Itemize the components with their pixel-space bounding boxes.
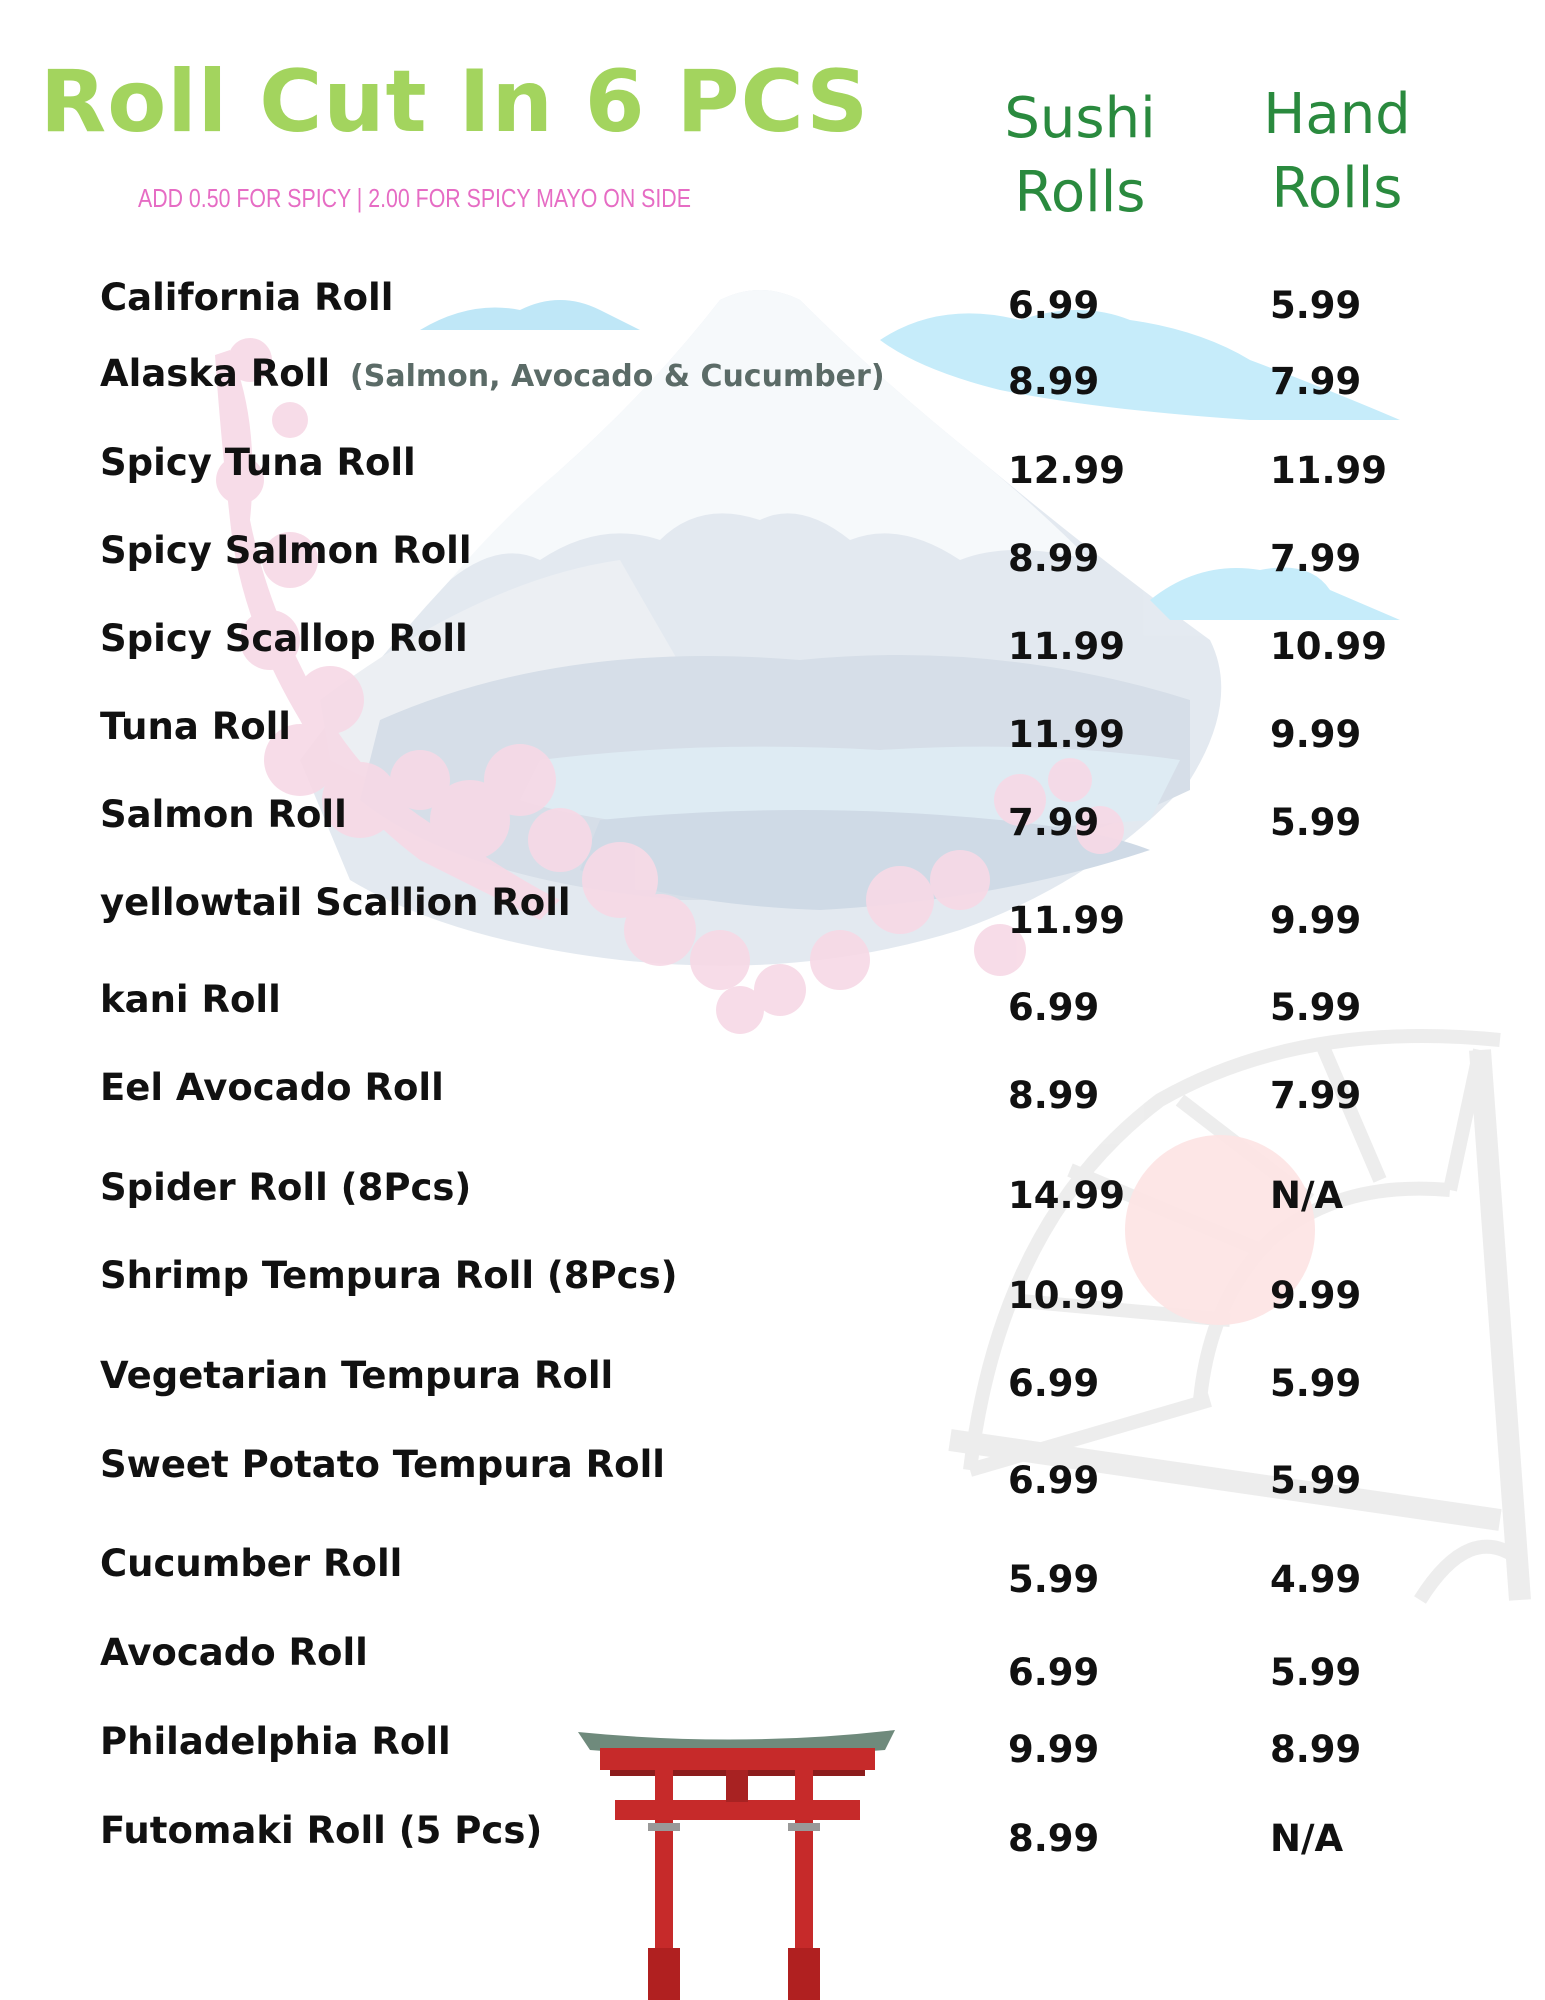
sushi-roll-price: 10.99 <box>1008 1274 1126 1317</box>
sushi-roll-price: 11.99 <box>1008 625 1126 668</box>
menu-row <box>0 1809 1545 1879</box>
menu-item-name <box>100 352 885 395</box>
hand-roll-price: 7.99 <box>1270 360 1362 403</box>
hand-roll-price: N/A <box>1270 1174 1344 1217</box>
hand-roll-price: 5.99 <box>1270 1459 1362 1502</box>
menu-item-name: Spicy Tuna Roll <box>100 441 416 484</box>
menu-item-name: Futomaki Roll (5 Pcs) <box>100 1809 543 1852</box>
menu-row <box>0 1720 1545 1790</box>
menu-row <box>0 1631 1545 1701</box>
hand-roll-price: 4.99 <box>1270 1558 1362 1601</box>
hand-roll-price: 10.99 <box>1270 625 1388 668</box>
hand-roll-price: 9.99 <box>1270 899 1362 942</box>
menu-item-name: kani Roll <box>100 978 281 1021</box>
hand-roll-price: 5.99 <box>1270 1362 1362 1405</box>
sushi-roll-price: 8.99 <box>1008 537 1100 580</box>
sushi-roll-price: 6.99 <box>1008 986 1100 1029</box>
sushi-roll-price: 7.99 <box>1008 801 1100 844</box>
sushi-roll-price: 6.99 <box>1008 1459 1100 1502</box>
menu-row <box>0 617 1545 687</box>
sushi-roll-price: 8.99 <box>1008 1817 1100 1860</box>
column-header-sushi-rolls <box>975 82 1185 230</box>
hand-roll-price: 11.99 <box>1270 449 1388 492</box>
menu-item-title: Alaska Roll <box>100 352 331 395</box>
sushi-roll-price: 6.99 <box>1008 284 1100 327</box>
sushi-roll-price: 6.99 <box>1008 1362 1100 1405</box>
menu-item-name: Salmon Roll <box>100 793 347 836</box>
menu-row <box>0 1066 1545 1136</box>
menu-row <box>0 1443 1545 1513</box>
sushi-roll-price: 14.99 <box>1008 1174 1126 1217</box>
hand-roll-price: 7.99 <box>1270 1074 1362 1117</box>
menu-item-name: Sweet Potato Tempura Roll <box>100 1443 665 1486</box>
sushi-roll-price: 8.99 <box>1008 1074 1100 1117</box>
sushi-roll-price: 5.99 <box>1008 1558 1100 1601</box>
sushi-roll-price: 9.99 <box>1008 1728 1100 1771</box>
sushi-roll-price: 8.99 <box>1008 360 1100 403</box>
spicy-note: ADD 0.50 FOR SPICY | 2.00 FOR SPICY MAYO ON SIDE <box>138 183 691 213</box>
menu-row <box>0 1542 1545 1612</box>
menu-row <box>0 441 1545 511</box>
menu-title: Roll Cut In 6 PCS <box>40 52 870 152</box>
menu-row <box>0 1354 1545 1424</box>
column-header-hand-rolls <box>1232 78 1442 226</box>
hand-roll-price: 7.99 <box>1270 537 1362 580</box>
menu-item-name: Philadelphia Roll <box>100 1720 451 1763</box>
menu-row <box>0 1166 1545 1236</box>
menu-item-name: Tuna Roll <box>100 705 291 748</box>
menu-row <box>0 793 1545 863</box>
column-header-sushi-line1: Sushi <box>1004 86 1156 151</box>
menu-item-name: Vegetarian Tempura Roll <box>100 1354 614 1397</box>
hand-roll-price: 5.99 <box>1270 986 1362 1029</box>
sushi-roll-price: 12.99 <box>1008 449 1126 492</box>
menu-item-name: Spider Roll (8Pcs) <box>100 1166 472 1209</box>
menu-row <box>0 1254 1545 1324</box>
menu-item-name: yellowtail Scallion Roll <box>100 881 571 924</box>
column-header-hand-line2: Rolls <box>1271 156 1403 221</box>
column-header-sushi-line2: Rolls <box>1014 160 1146 225</box>
sushi-roll-price: 6.99 <box>1008 1651 1100 1694</box>
menu-item-ingredients: (Salmon, Avocado & Cucumber) <box>350 359 885 394</box>
hand-roll-price: 9.99 <box>1270 713 1362 756</box>
menu-row <box>0 352 1545 422</box>
menu-item-name: Spicy Scallop Roll <box>100 617 468 660</box>
column-header-hand-line1: Hand <box>1263 82 1411 147</box>
hand-roll-price: N/A <box>1270 1817 1344 1860</box>
hand-roll-price: 8.99 <box>1270 1728 1362 1771</box>
menu-row <box>0 978 1545 1048</box>
menu-row <box>0 276 1545 346</box>
menu-item-name: Avocado Roll <box>100 1631 368 1674</box>
menu-item-name: Shrimp Tempura Roll (8Pcs) <box>100 1254 678 1297</box>
menu-row <box>0 529 1545 599</box>
menu-item-name: California Roll <box>100 276 394 319</box>
menu-item-name: Spicy Salmon Roll <box>100 529 472 572</box>
menu-row <box>0 881 1545 951</box>
menu-row <box>0 705 1545 775</box>
sushi-roll-price: 11.99 <box>1008 713 1126 756</box>
sushi-roll-price: 11.99 <box>1008 899 1126 942</box>
hand-roll-price: 5.99 <box>1270 801 1362 844</box>
menu-item-name: Eel Avocado Roll <box>100 1066 444 1109</box>
hand-roll-price: 9.99 <box>1270 1274 1362 1317</box>
menu-item-name: Cucumber Roll <box>100 1542 403 1585</box>
hand-roll-price: 5.99 <box>1270 1651 1362 1694</box>
hand-roll-price: 5.99 <box>1270 284 1362 327</box>
